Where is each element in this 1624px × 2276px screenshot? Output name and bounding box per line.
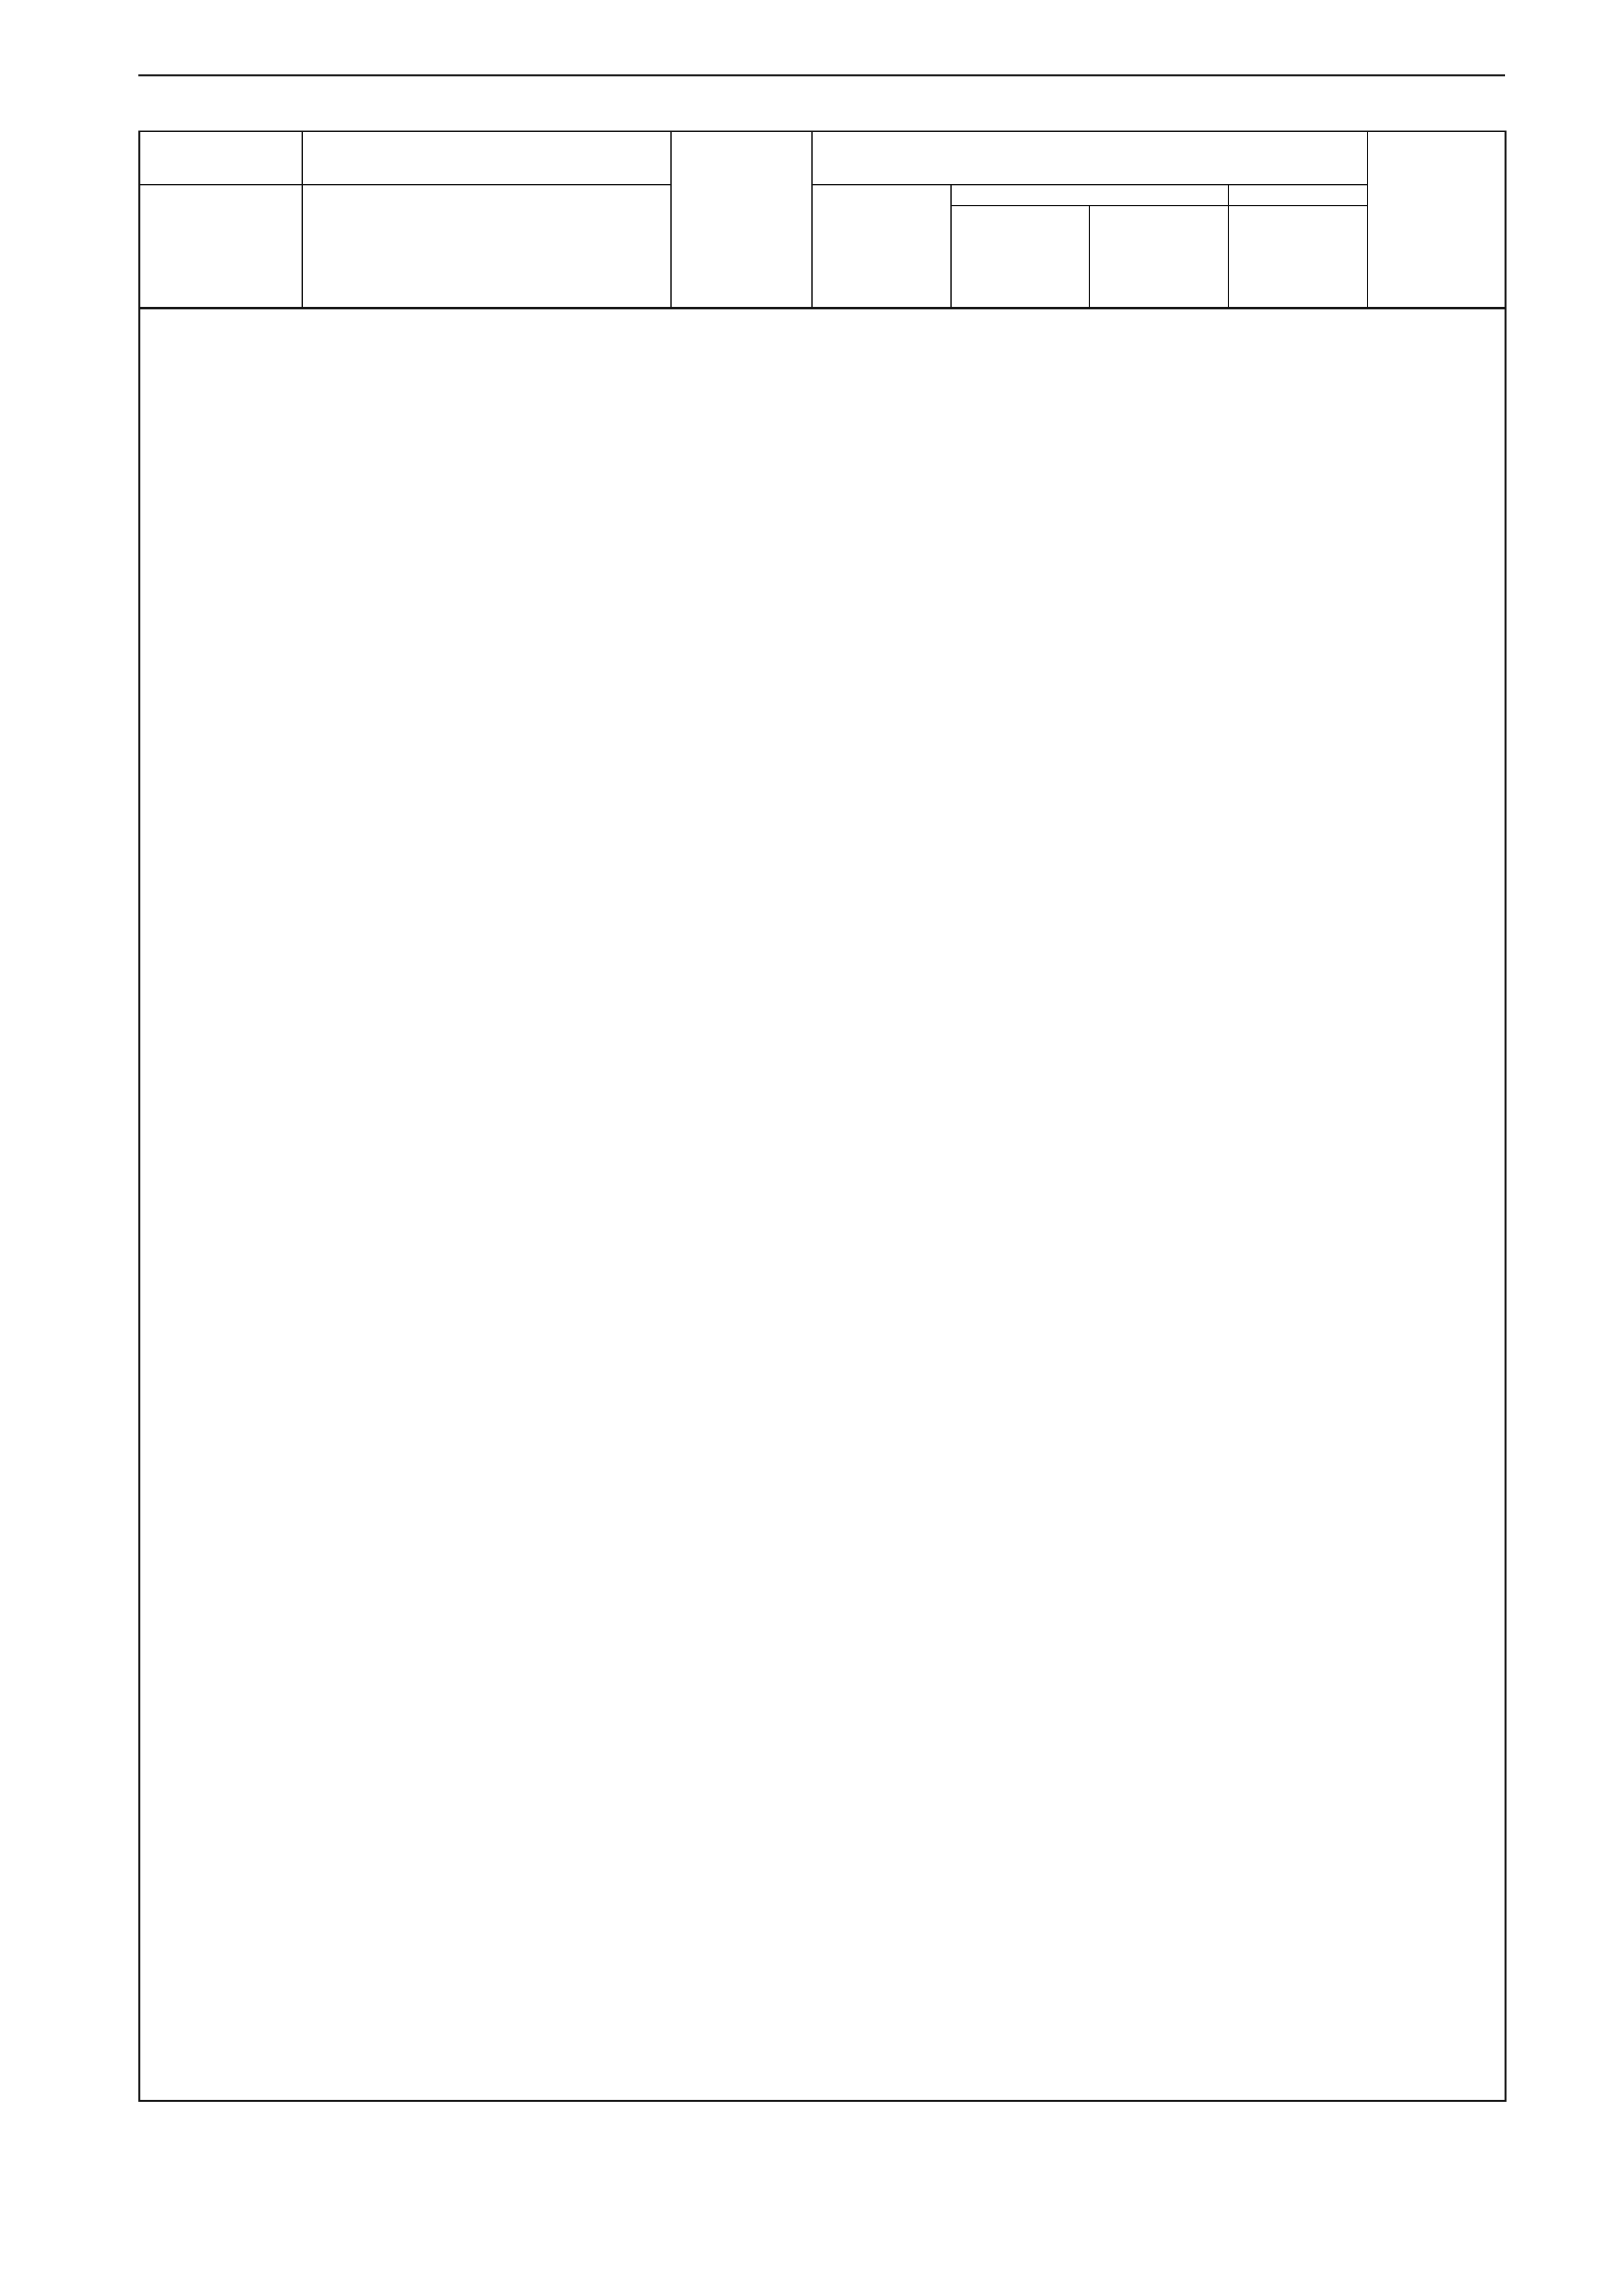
col-index bbox=[671, 307, 812, 309]
col4-header bbox=[812, 185, 951, 307]
group-header bbox=[812, 131, 1367, 185]
col-index bbox=[139, 307, 302, 309]
page-header bbox=[138, 73, 1505, 76]
col-index bbox=[951, 307, 1089, 309]
col7-header bbox=[1228, 206, 1367, 307]
col-index bbox=[302, 307, 671, 309]
col8-header bbox=[1367, 131, 1506, 307]
col-index bbox=[1228, 307, 1367, 309]
col-index bbox=[1367, 307, 1506, 309]
rates-table-head bbox=[138, 131, 1507, 309]
col1-bottom-header bbox=[139, 185, 302, 307]
col6-header bbox=[1089, 206, 1228, 307]
col1-top-header bbox=[139, 131, 302, 185]
col2-bottom-header bbox=[302, 185, 671, 307]
col2-top-header bbox=[302, 131, 671, 185]
column-index-row bbox=[139, 307, 1506, 309]
col3-header bbox=[671, 131, 812, 307]
table-frame bbox=[138, 131, 1507, 2102]
col5-header bbox=[951, 206, 1089, 307]
col-index bbox=[812, 307, 951, 309]
col-index bbox=[1089, 307, 1228, 309]
materials-header bbox=[1228, 185, 1367, 206]
machines-header bbox=[951, 185, 1228, 206]
